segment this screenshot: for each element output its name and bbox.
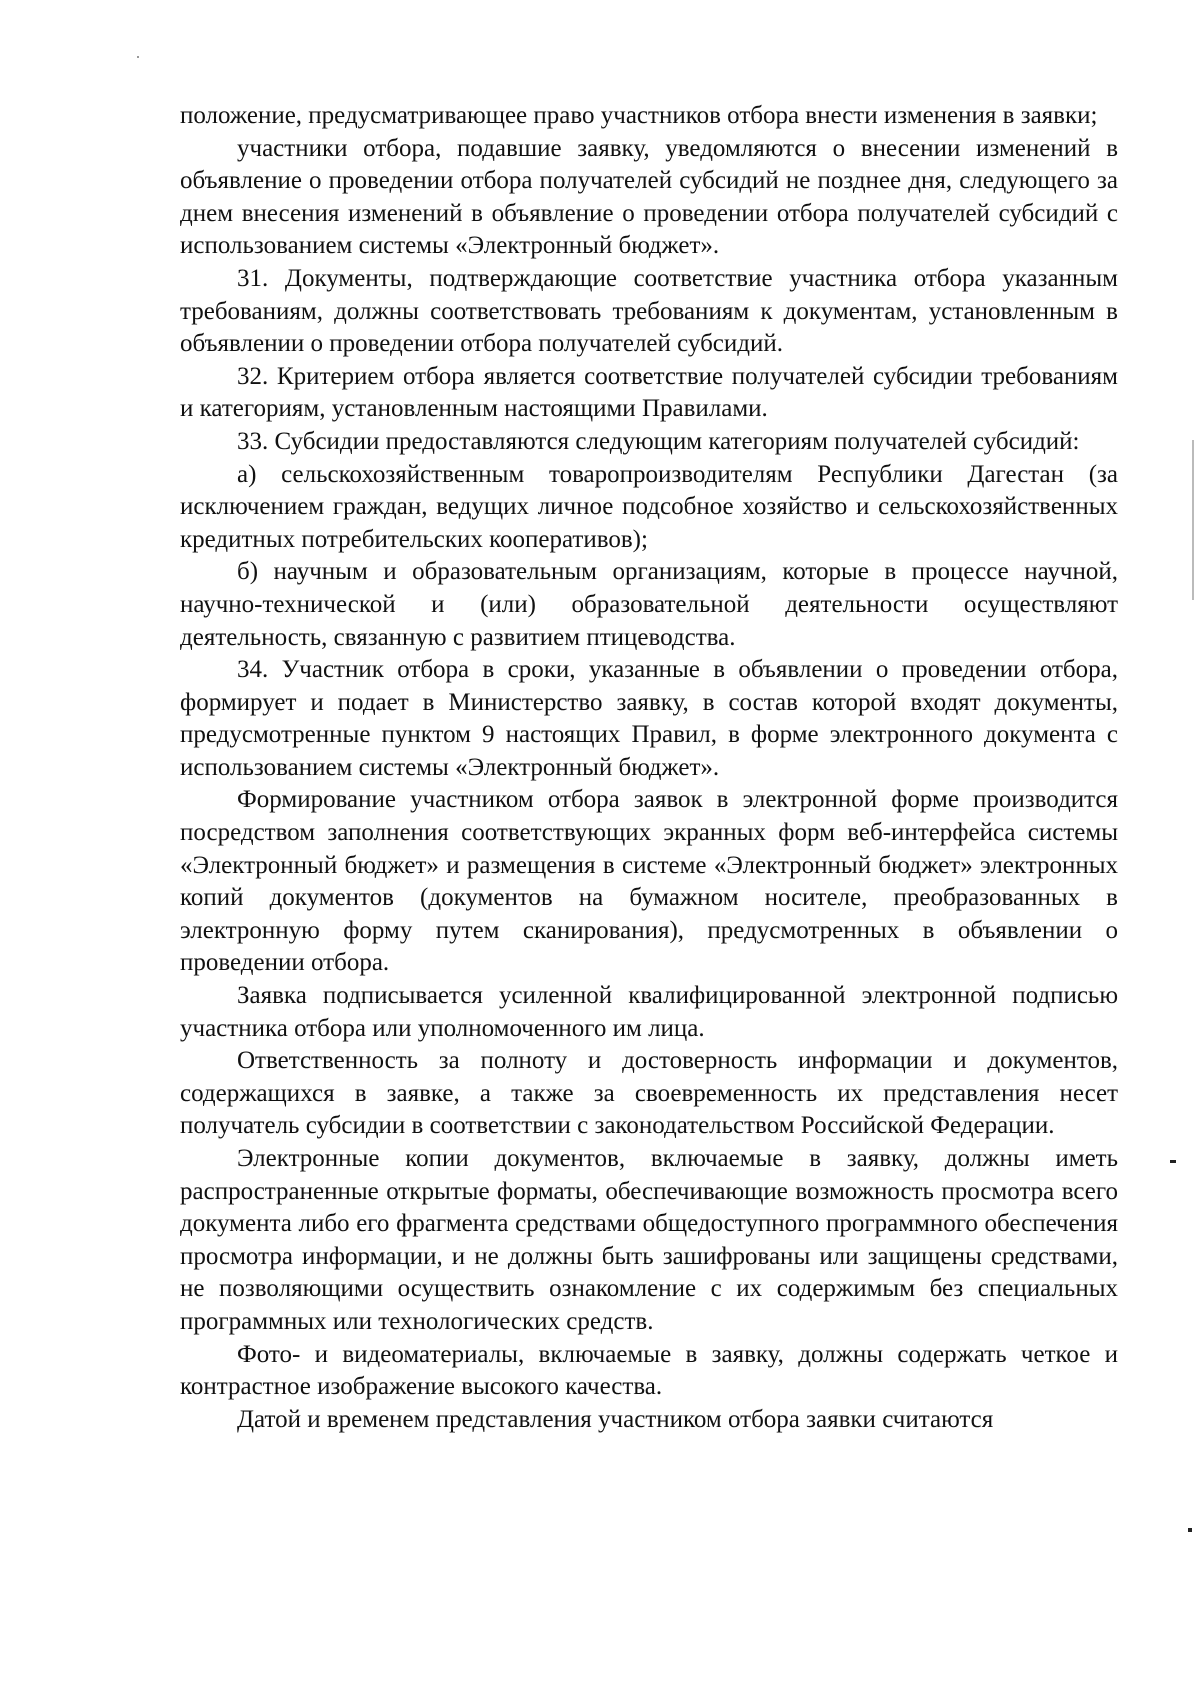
paragraph-item-31: 31. Документы, подтверждающие соответствие участника отбора указанным требованиям, должны соответствовать требованиям к документам, установленным в объявлении о проведении отбора получателей субсидий.	[180, 264, 1118, 358]
scan-mark	[1188, 1528, 1192, 1532]
paragraph: Заявка подписывается усиленной квалифицированной электронной подписью участника отбора или уполномоченного им лица.	[180, 982, 1118, 1042]
paragraph: участники отбора, подавшие заявку, уведомляются о внесении изменений в объявление о проведении отбора получателей субсидий не позднее дня, следующего за днем внесения изменений в объявление о проведении отбора получателей субсидий с использованием системы «Электронный бюджет».	[180, 134, 1118, 260]
scan-mark	[1170, 1160, 1176, 1163]
document-body	[180, 100, 1118, 1436]
paragraph-continues: Датой и временем представления участником отбора заявки считаются	[237, 1405, 994, 1433]
paragraph-continuation: положение, предусматривающее право участников отбора внести изменения в заявки;	[180, 102, 1098, 129]
paragraph-subitem-a: а) сельскохозяйственным товаропроизводителям Республики Дагестан (за исключением граждан, ведущих личное подсобное хозяйство и сельскохозяйственных кредитных потребительских кооперативов);	[180, 460, 1118, 553]
paragraph-item-34: 34. Участник отбора в сроки, указанные в объявлении о проведении отбора, формирует и подает в Министерство заявку, в состав которой входят документы, предусмотренные пунктом 9 настоящих Правил, в форме электронного документа с использованием системы «Электронный бюджет».	[180, 656, 1118, 781]
paragraph-item-33: 33. Субсидии предоставляются следующим категориям получателей субсидий:	[237, 427, 1080, 455]
paragraph-subitem-b: б) научным и образовательным организациям, которые в процессе научной, научно-технической и (или) образовательной деятельности осуществляют деятельность, связанную с развитием птицеводства.	[180, 558, 1118, 651]
scan-mark	[1192, 440, 1194, 600]
scan-mark	[137, 56, 139, 58]
paragraph: Ответственность за полноту и достоверность информации и документов, содержащихся в заявке, а также за своевременность их представления несет получатель субсидии в соответствии с законодательством Российской Федерации.	[180, 1047, 1118, 1140]
paragraph: Формирование участником отбора заявок в электронной форме производится посредством заполнения соответствующих экранных форм веб-интерфейса системы «Электронный бюджет» и размещения в системе «Электронный бюджет» электронных копий документов (документов на бумажном носителе, преобразованных в электронную форму путем сканирования), предусмотренных в объявлении о проведении отбора.	[180, 786, 1118, 977]
paragraph: Фото- и видеоматериалы, включаемые в заявку, должны содержать четкое и контрастное изображение высокого качества.	[180, 1340, 1118, 1401]
paragraph: Электронные копии документов, включаемые в заявку, должны иметь распространенные открытые форматы, обеспечивающие возможность просмотра всего документа либо его фрагмента средствами общедоступного программного обеспечения просмотра информации, и не должны быть зашифрованы или защищены средствами, не позволяющими осуществить ознакомление с их содержимым без специальных программных или технологических средств.	[180, 1145, 1118, 1335]
paragraph-item-32: 32. Критерием отбора является соответствие получателей субсидии требованиям и категориям, установленным настоящими Правилами.	[180, 362, 1118, 423]
